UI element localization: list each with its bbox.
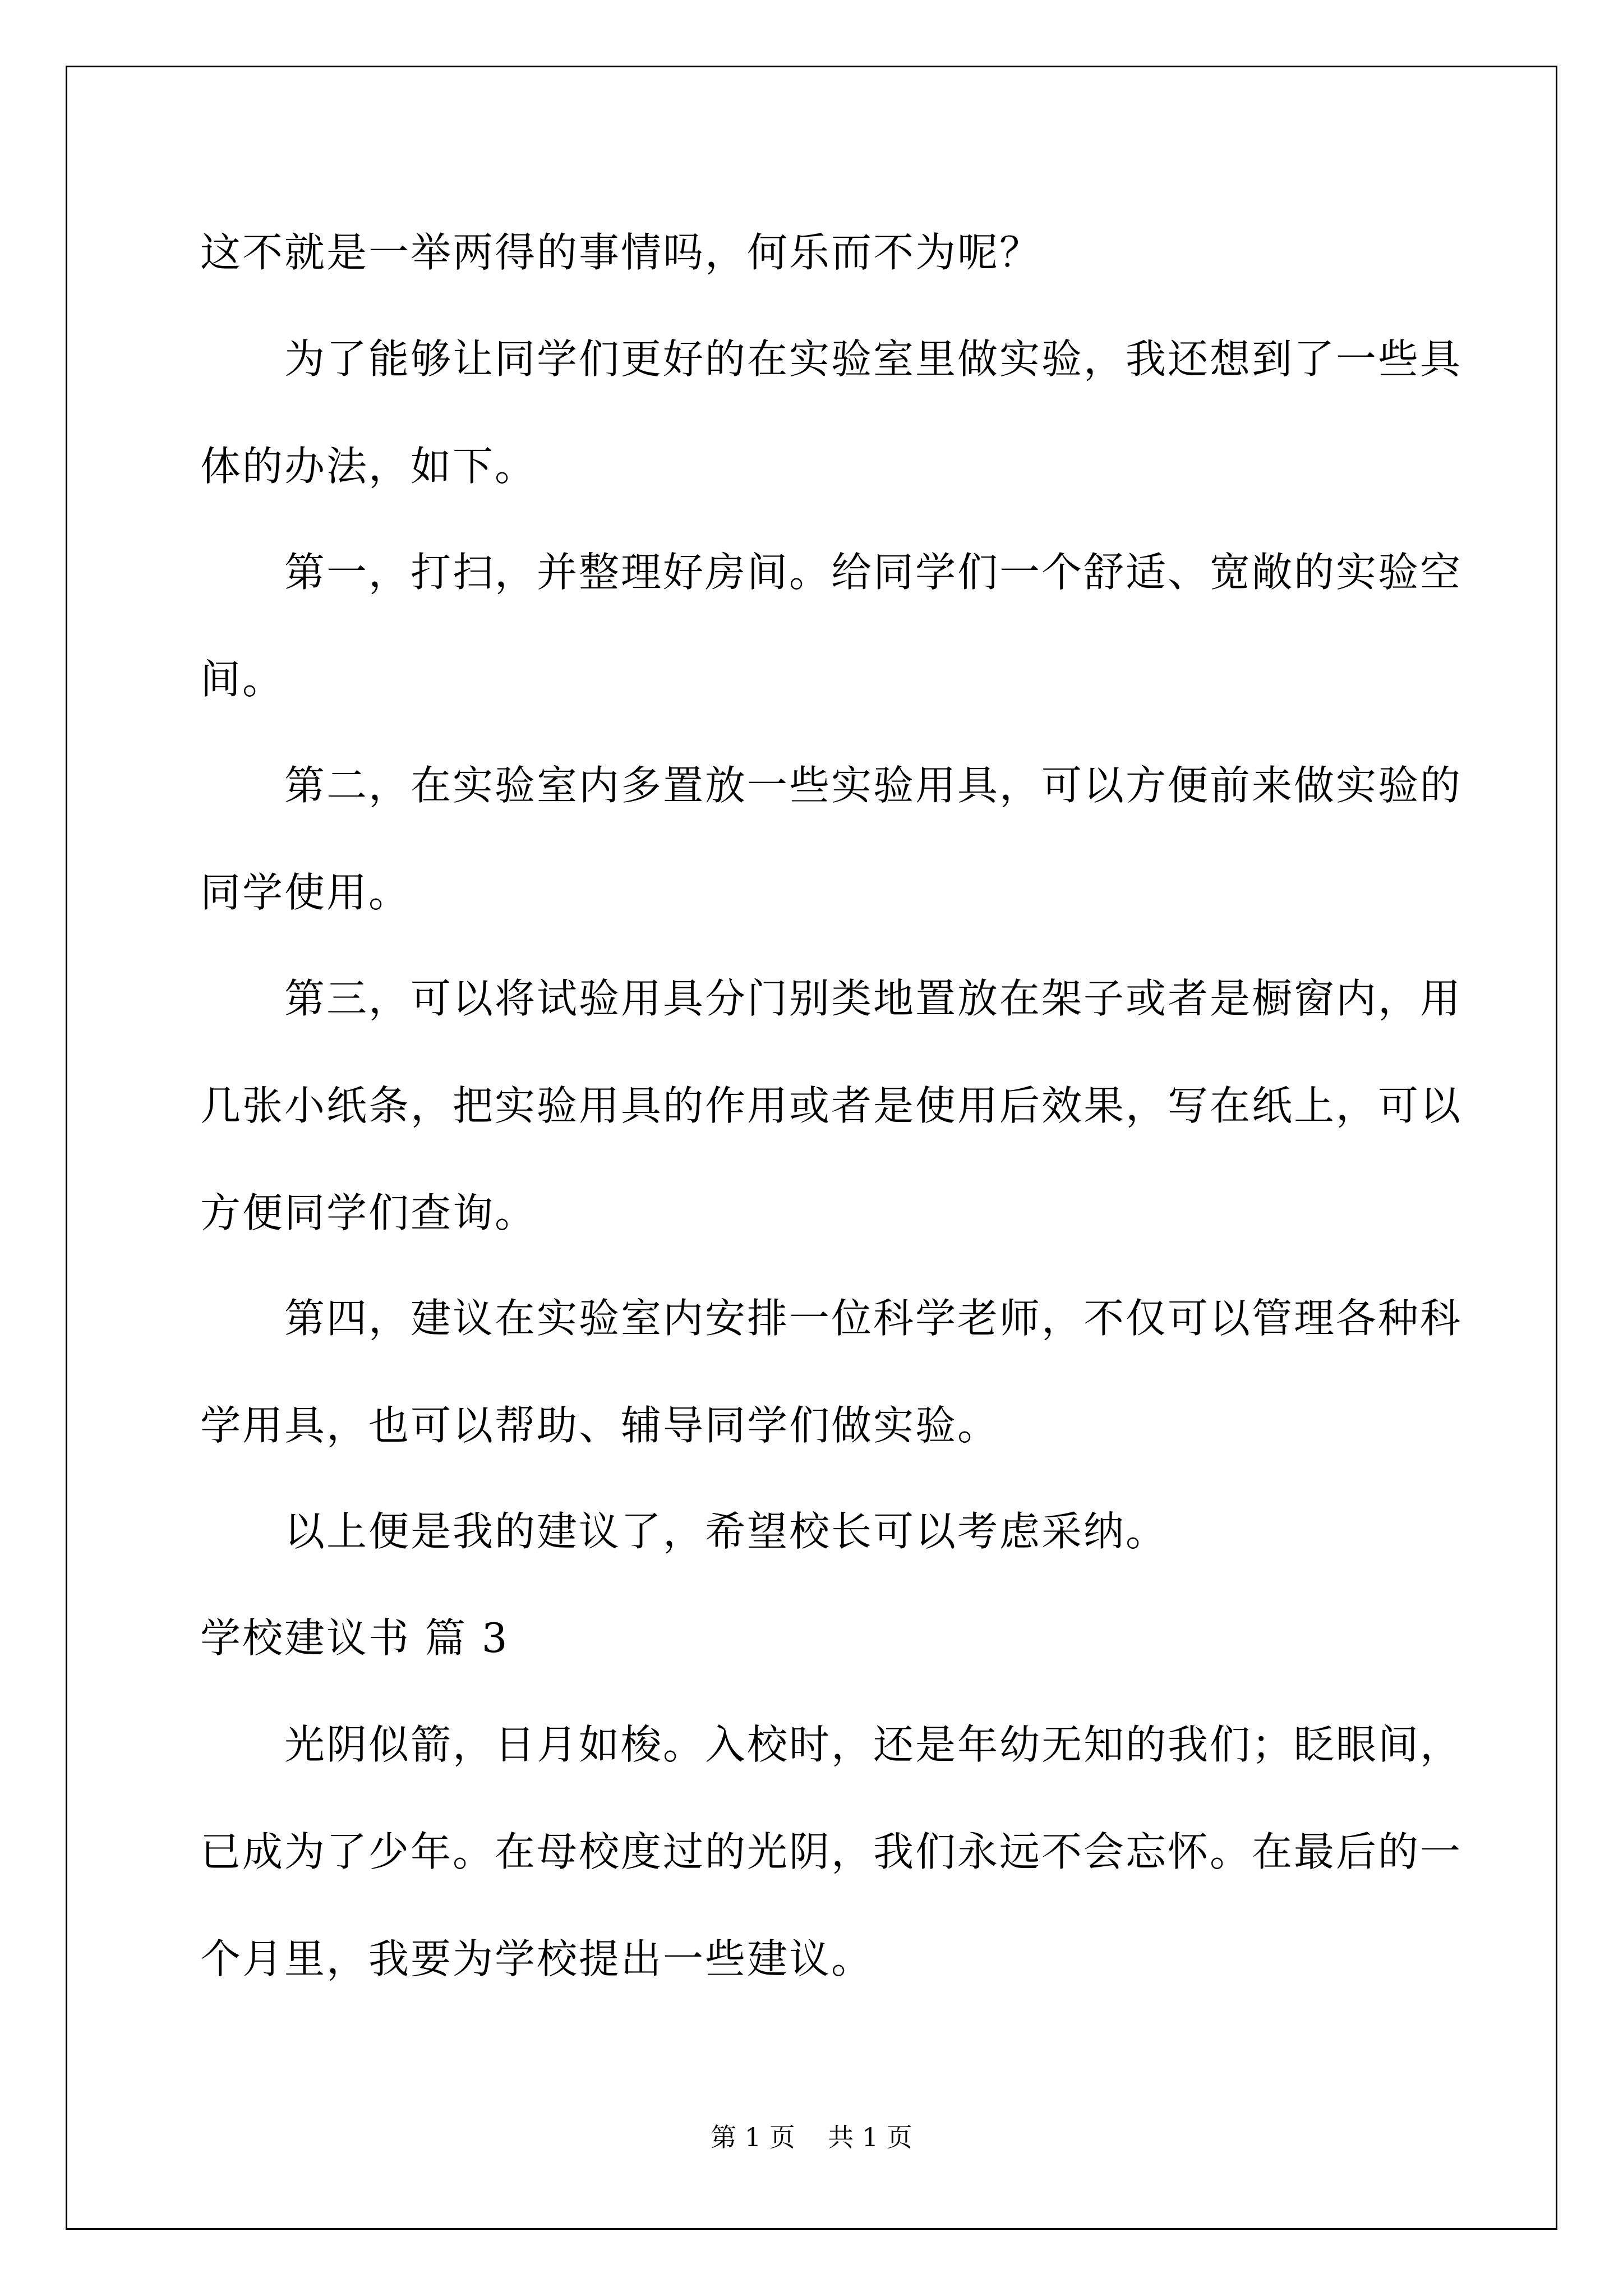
text-line: 光阴似箭，日月如梭。入校时，还是年幼无知的我们；眨眼间， bbox=[284, 1721, 1463, 1768]
paragraph-7 bbox=[200, 1478, 1434, 1585]
paragraph-6 bbox=[200, 1265, 1463, 1479]
text-line: 方便同学们查询。 bbox=[200, 1189, 537, 1236]
text-line: 已成为了少年。在母校度过的光阴，我们永远不会忘怀。在最后的一 bbox=[200, 1828, 1463, 1875]
paragraph-5 bbox=[200, 945, 1463, 1267]
text-line: 同学使用。 bbox=[200, 869, 411, 916]
text-line: 第一，打扫，并整理好房间。给同学们一个舒适、宽敞的实验空 bbox=[284, 549, 1463, 596]
text-line: 学用具，也可以帮助、辅导同学们做实验。 bbox=[200, 1402, 1000, 1449]
text-line: 第二，在实验室内多置放一些实验用具，可以方便前来做实验的 bbox=[284, 762, 1463, 809]
text-line: 个月里，我要为学校提出一些建议。 bbox=[200, 1935, 874, 1982]
heading-text: 学校建议书 篇 3 bbox=[200, 1614, 509, 1662]
paragraph-1 bbox=[200, 199, 1434, 306]
paragraph-2 bbox=[200, 306, 1463, 520]
text-line: 第四，建议在实验室内安排一位科学老师，不仅可以管理各种科 bbox=[284, 1295, 1463, 1342]
paragraph-3 bbox=[200, 519, 1463, 733]
page-footer: 第 1 页 共 1 页 bbox=[711, 2122, 912, 2152]
text-line: 为了能够让同学们更好的在实验室里做实验，我还想到了一些具 bbox=[284, 335, 1463, 383]
text-line: 这不就是一举两得的事情吗，何乐而不为呢？ bbox=[200, 229, 1042, 276]
text-line: 几张小纸条，把实验用具的作用或者是使用后效果，写在纸上，可以 bbox=[200, 1082, 1463, 1129]
text-line: 间。 bbox=[200, 656, 285, 703]
text-line: 体的办法，如下。 bbox=[200, 443, 537, 490]
section-heading bbox=[200, 1585, 1434, 1692]
text-line: 以上便是我的建议了，希望校长可以考虑采纳。 bbox=[284, 1508, 1168, 1555]
paragraph-9 bbox=[200, 1691, 1463, 2013]
paragraph-4 bbox=[200, 732, 1463, 946]
text-line: 第三，可以将试验用具分门别类地置放在架子或者是橱窗内，用 bbox=[284, 975, 1463, 1022]
